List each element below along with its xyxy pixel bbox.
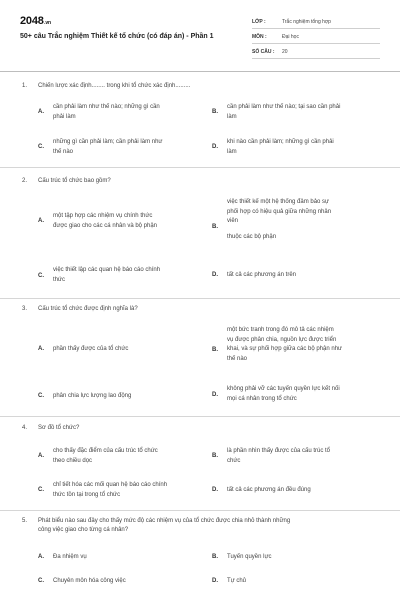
option-letter: B. <box>212 224 218 230</box>
meta-label: LỚP : <box>252 19 266 25</box>
option-text <box>53 447 198 466</box>
option-letter: A. <box>38 218 44 224</box>
meta-value: Trắc nghiệm tổng hợp <box>282 19 331 25</box>
meta-table <box>252 14 380 59</box>
meta-label: SỐ CÂU : <box>252 49 275 55</box>
question-divider <box>0 416 400 417</box>
option-line: chỉ tiết hóa các mối quan hệ báo cáo chính <box>53 482 168 488</box>
option-line: phần thấy được của tổ chức <box>53 346 129 352</box>
question-stem: Phát biểu nào sau đây cho thấy mức độ các nhiệm vụ của tổ chức được chia nhỏ thành những <box>38 518 291 524</box>
option-text <box>53 212 198 231</box>
option-line: Tuyến quyền lực <box>227 554 272 560</box>
option-text <box>53 577 198 587</box>
option-text <box>227 577 377 587</box>
option-line: là phần nhìn thấy được của cấu trúc tổ <box>227 448 331 454</box>
option-line: khi nào cần phải làm; những gì cần phải <box>227 139 334 145</box>
question-divider <box>0 167 400 168</box>
question-stem: Sơ đồ tổ chức? <box>38 425 80 431</box>
option-line: việc thiết lập các quan hệ báo cáo chính <box>53 267 161 273</box>
option-letter: D. <box>212 487 218 493</box>
option-text <box>227 271 377 281</box>
logo-main: 2048 <box>20 15 44 27</box>
option-text <box>227 385 377 404</box>
option-line: cho thấy đặc điểm của cấu trúc tổ chức <box>53 448 158 454</box>
option-text <box>227 486 377 496</box>
option-letter: B. <box>212 453 218 459</box>
question-divider <box>0 298 400 299</box>
option-line: cần phải làm như thế nào; tại sao cần phải <box>227 104 341 110</box>
question-text <box>22 517 382 535</box>
option-line: tất cả các phương án trên <box>227 272 296 278</box>
question-text <box>22 305 382 314</box>
option-line: vụ được phân chia, nguồn lực được triển <box>227 336 337 343</box>
option-line: phân chia lực lượng lao động <box>53 393 132 399</box>
option-line: thuộc các bộ phận <box>227 233 277 240</box>
option-text <box>53 138 198 157</box>
option-letter: C. <box>38 273 44 279</box>
question-text <box>22 177 382 186</box>
option-line: một bức tranh trong đó mô tả các nhiệm <box>227 327 334 333</box>
option-text <box>53 345 198 355</box>
option-letter: D. <box>212 392 218 398</box>
question-text <box>22 82 382 91</box>
header-divider <box>0 71 400 72</box>
option-text <box>53 392 198 402</box>
meta-value: Đại học <box>282 34 299 40</box>
option-letter: C. <box>38 487 44 493</box>
option-letter: D. <box>212 144 218 150</box>
question-number: 5. <box>22 518 28 524</box>
question-text <box>22 424 382 433</box>
option-line: không phải vỡ các tuyến quyền lực kết nối <box>227 386 340 392</box>
option-line: thức tồn tại trong tổ chức <box>53 491 121 498</box>
option-line: phải làm <box>53 113 76 120</box>
option-text <box>227 326 377 364</box>
question-number: 4. <box>22 425 28 431</box>
question-stem: Cấu trúc tổ chức được định nghĩa là? <box>38 306 138 312</box>
option-line: những gì cần phải làm; cần phải làm như <box>53 139 163 145</box>
option-text <box>227 103 377 122</box>
option-line: viên <box>227 218 239 224</box>
option-letter: B. <box>212 109 218 115</box>
option-text <box>53 481 198 500</box>
meta-value: 20 <box>282 49 288 55</box>
option-line: làm <box>227 148 237 155</box>
option-letter: A. <box>38 109 44 115</box>
option-letter: A. <box>38 554 44 560</box>
meta-row-subject <box>252 29 380 44</box>
logo-suffix: .vn <box>44 20 51 26</box>
option-line: phối hợp có hiệu quả giữa những nhân <box>227 208 332 215</box>
option-letter: C. <box>38 393 44 399</box>
meta-label: MÔN : <box>252 34 267 40</box>
question-number: 1. <box>22 83 28 89</box>
option-line: mọi cá nhân trong tổ chức <box>227 395 297 402</box>
page-title: 50+ câu Trắc nghiệm Thiết kế tổ chức (có đáp án) - Phần 1 <box>20 33 214 40</box>
option-line: Đa nhiệm vụ <box>53 554 87 560</box>
option-line: thế nào <box>227 355 248 362</box>
meta-row-count <box>252 44 380 59</box>
option-line: cần phải làm như thế nào; những gì cần <box>53 104 160 110</box>
option-line: chức <box>227 457 241 464</box>
option-line: tất cả các phương án đều đúng <box>227 487 311 493</box>
option-text <box>227 447 377 466</box>
question-stem: Cấu trúc tổ chức bao gồm? <box>38 178 111 184</box>
option-text <box>227 553 377 563</box>
option-text <box>227 198 377 242</box>
option-line: một tập hợp các nhiệm vụ chính thức <box>53 213 153 219</box>
question-divider <box>0 510 400 511</box>
option-line: Tự chủ <box>227 578 247 584</box>
option-line: làm <box>227 113 237 120</box>
option-letter: D. <box>212 578 218 584</box>
option-line: thế nào <box>53 148 74 155</box>
question-stem: Chiến lược xác định........ trong khi tổ chức xác định......... <box>38 83 191 89</box>
question-number: 2. <box>22 178 28 184</box>
question-number: 3. <box>22 306 28 312</box>
option-text <box>53 266 198 285</box>
option-text <box>53 103 198 122</box>
option-text <box>227 138 377 157</box>
option-letter: B. <box>212 347 218 353</box>
option-letter: A. <box>38 346 44 352</box>
option-line: việc thiết kế một hệ thống đảm bảo sự <box>227 199 330 205</box>
option-line: được giao cho các cá nhân và bộ phận <box>53 222 158 229</box>
option-letter: A. <box>38 453 44 459</box>
question-stem-continued: công việc giao cho từng cá nhân? <box>38 527 129 533</box>
option-letter: D. <box>212 272 218 278</box>
option-text <box>53 553 198 563</box>
option-line: thức <box>53 276 66 283</box>
option-letter: C. <box>38 578 44 584</box>
meta-row-class <box>252 14 380 29</box>
option-line: khai, và sự phối hợp giữa các bộ phận như <box>227 346 343 352</box>
option-line: theo chiều dọc <box>53 457 93 464</box>
site-logo[interactable] <box>20 15 51 27</box>
option-letter: C. <box>38 144 44 150</box>
option-letter: B. <box>212 554 218 560</box>
option-line: Chuyên môn hóa công việc <box>53 578 126 584</box>
